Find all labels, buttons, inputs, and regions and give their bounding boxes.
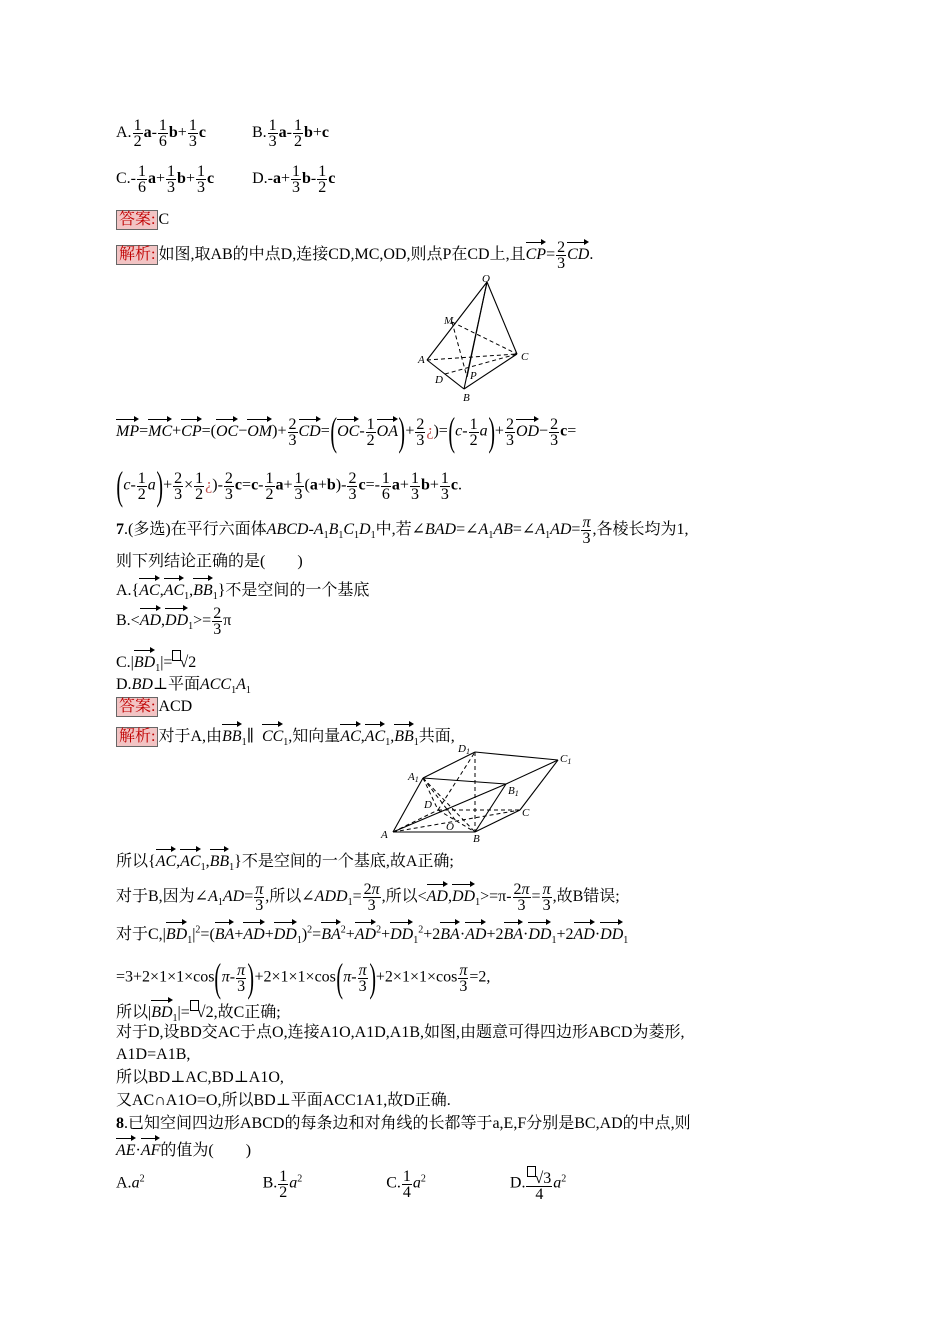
fig2-label-A1: A1 <box>408 771 419 784</box>
q7-analysis-A-2: 所以$\{AC,AC_1,BB_1\}$不是空间的一个基底,故A正确; <box>116 845 454 879</box>
q6-formula-line-1: MP=MC+CP=(OC−OM)+ $\frac{2}{3}$ CD=(OC- $\frac{1}{2}$ OA)+ $\frac{2}{3}$ ¿)=(c- $\frac{1}{2}$ a)+ $\frac{2}{3}$ OD− $\frac{2}{3}$ c= <box>116 409 577 454</box>
fig2-label-C: C <box>522 807 530 819</box>
fig1-label-M: M <box>444 315 454 327</box>
fig2-label-A: A <box>381 829 388 841</box>
q7-stem: 7.(多选)在平行六面体ABCD-$A_1B_1C_1D_1$中,若$\angle BAD=\angle A_1AB=\angle A_1AD=$ $\frac{\pi}{3}$ ,各棱长均为1, <box>116 514 689 547</box>
fig2-label-O: O <box>446 821 454 833</box>
fig1-label-P: P <box>470 370 477 382</box>
fig1-label-O: O <box>482 273 490 285</box>
q8-stem-2: AE·AF的值为( ) <box>116 1134 251 1162</box>
q6-option-row-1: A. $\frac{1}{2}$ a- $\frac{1}{6}$ b+ $\frac{1}{3}$ c B. $\frac{1}{3}$ a- $\frac{1}{2}$ b+c <box>116 117 329 150</box>
q6-formula-line-2: (c- $\frac{1}{2}$ a)+ $\frac{2}{3}$ × $\frac{1}{2}$ ¿)- $\frac{2}{3}$ c=c- $\frac{1}{2}$ a+ $\frac{1}{3}$ (a+b)- $\frac{2}{3}$ c=- $\frac{1}{6}$ a+ $\frac{1}{3}$ b+ $\frac{1}{3}$ c. <box>116 463 462 508</box>
q8-stem: 8.已知空间四边形ABCD的每条边和对角线的长都等于a,E,F分别是BC,AD的中点,则 <box>116 1115 691 1132</box>
fig1-label-A: A <box>418 354 425 366</box>
q7-analysis-D-1: 对于D,设BD交AC于点O,连接A1O,A1D,A1B,如图,由题意可得四边形ABCD为菱形, <box>116 1024 685 1041</box>
q7-analysis-D-2: A1D=A1B, <box>116 1046 191 1063</box>
answer-tag: 答案: <box>116 210 158 230</box>
fig2-label-D1: D1 <box>458 743 470 756</box>
fig1-label-C: C <box>521 351 529 363</box>
fig2-label-D: D <box>424 799 432 811</box>
q7-analysis-C-3: 所以$|BD_1|= √2$,故C正确; <box>116 996 281 1030</box>
q7-option-B: $B.<AD,DD_1>=$ $\frac{2}{3}$ π <box>116 604 232 638</box>
q7-stem-2: 则下列结论正确的是( ) <box>116 553 303 570</box>
tetrahedron-figure <box>412 272 542 404</box>
q7-option-A: $A.\{AC,AC_1,BB_1\}$不是空间的一个基底 <box>116 574 369 608</box>
fig1-label-D: D <box>435 374 443 386</box>
fig1-label-B: B <box>463 392 470 404</box>
parallelepiped-figure <box>378 742 578 842</box>
q7-option-C: $C.|BD_1|= √2$ <box>116 646 196 680</box>
q7-analysis-C: 对于$C,|BD_1|^2=(BA+AD+DD_1)^2=BA^2+AD^2+DD_1^2+2BA\cdot AD+2BA\cdot DD_1+2AD\cdot DD_1$ <box>116 918 628 952</box>
q6-answer: 答案: C <box>116 209 169 231</box>
q8-options: $A.a^2$ B. $\frac{1}{2}$ $a^2$ C. $\frac{1}{4}$ $a^2$ D. $\frac{√3}{4}$ $a^2$ <box>116 1167 567 1203</box>
q7-option-D: D.BD⊥平面$ACC_1A_1$ <box>116 676 251 697</box>
fig2-label-C1: C1 <box>560 753 572 766</box>
q7-analysis-D-4: 又AC∩A1O=O,所以BD⊥平面ACC1A1,故D正确. <box>116 1092 451 1109</box>
q7-analysis-D-3: 所以BD⊥AC,BD⊥A1O, <box>116 1069 284 1086</box>
fig2-label-B1: B1 <box>508 785 519 798</box>
q6-option-row-2: C.- $\frac{1}{6}$ a+ $\frac{1}{3}$ b+ $\frac{1}{3}$ c D.-a+ $\frac{1}{3}$ b- $\frac{1}{2}$ c <box>116 163 336 196</box>
q7-analysis-A: 解析: 对于A,由$BB_1\parallel$ $CC_1$,知向量$AC,AC_1,BB_1$共面, <box>116 720 455 754</box>
analysis-tag: 解析: <box>116 245 158 265</box>
analysis-tag: 解析: <box>116 727 158 747</box>
q7-analysis-B: 对于B,因为$\angle A_1AD=$ $\frac{\pi}{3}$ ,所以$\angle ADD_1=$ $\frac{2\pi}{3}$ ,所以$<AD,DD_1>=\pi-$ $\frac{2\pi}{3}$ = $\frac{\pi}{3}$ ,故B错误; <box>116 880 620 914</box>
q6-analysis: 解析: 如图,取AB的中点D,连接CD,MC,OD,则点P在CD上,且CP= $\frac{2}{3}$ CD. <box>116 238 593 271</box>
answer-tag: 答案: <box>116 697 158 717</box>
fig2-label-B: B <box>473 833 480 842</box>
q7-analysis-C-2: =3+2×1×1×cos(π- $\frac{\pi}{3}$ )+2×1×1×cos(π- $\frac{\pi}{3}$ )+2×1×1×cos $\frac{\pi}{3}$ =2, <box>116 955 491 1000</box>
q7-answer: 答案: ACD <box>116 696 192 718</box>
